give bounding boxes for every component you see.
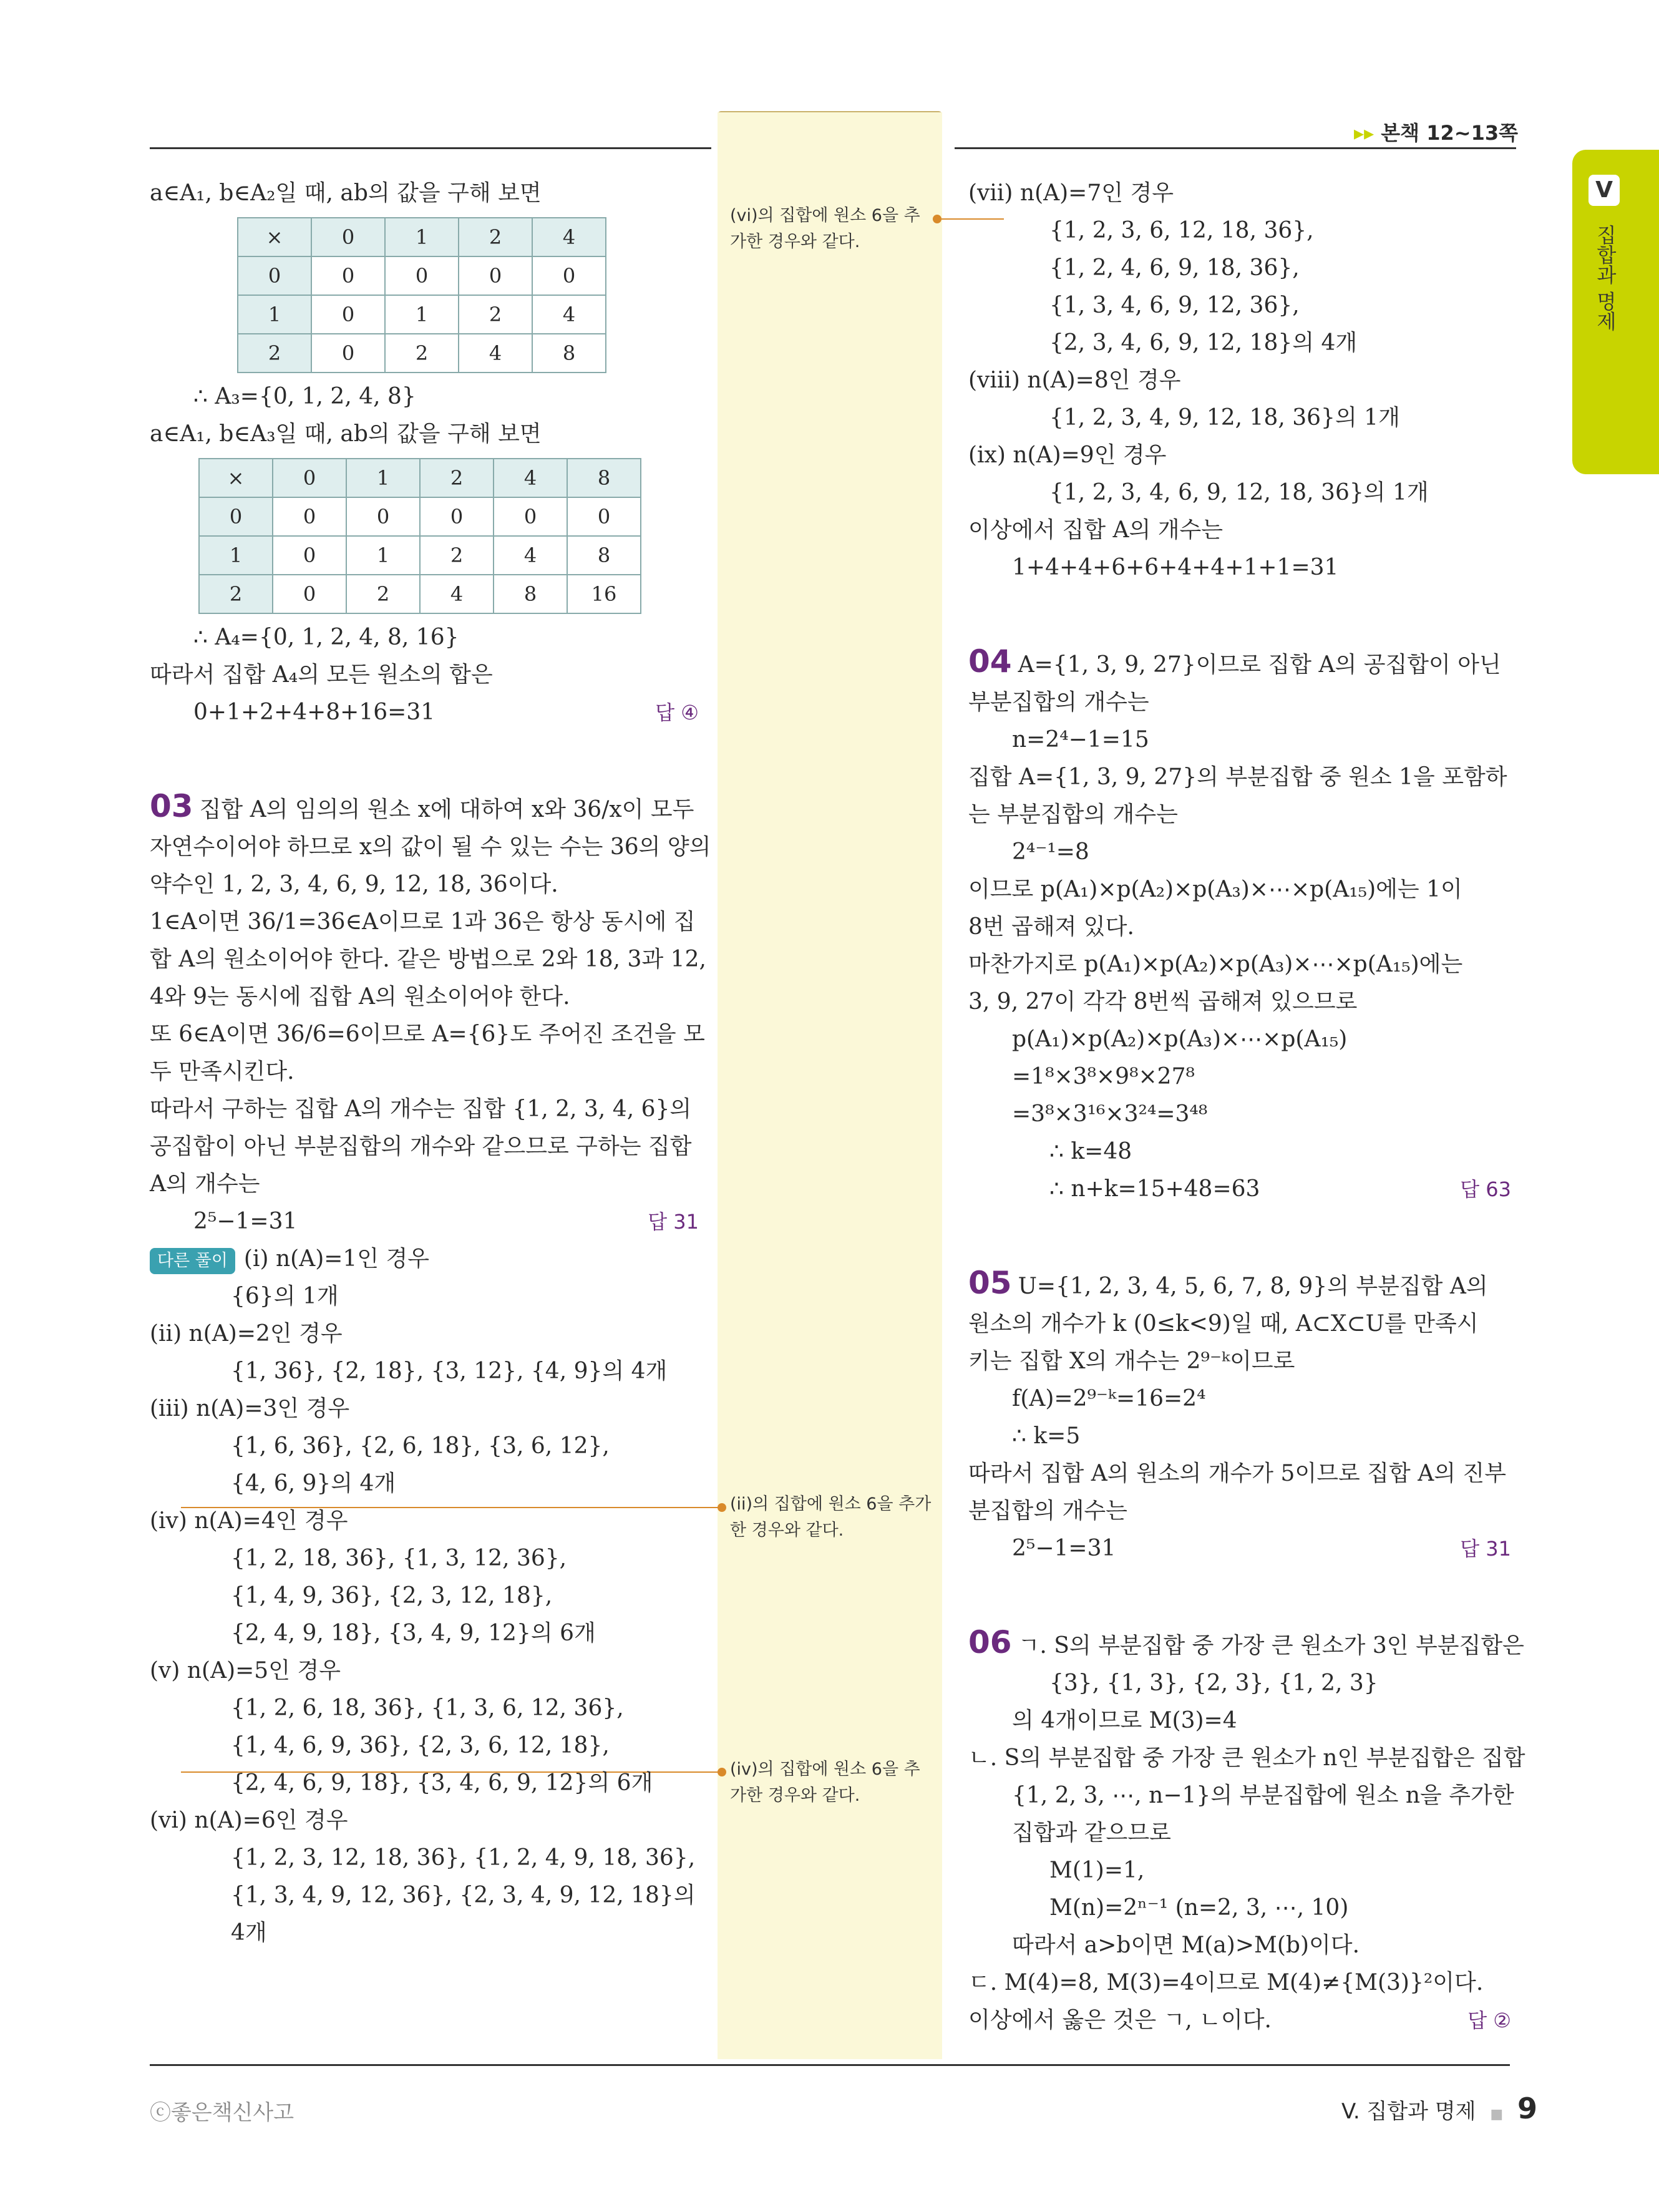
table-cell: 2 [199, 575, 273, 613]
text-line: (v) n(A)=5인 경우 [150, 1658, 341, 1683]
text-line: {1, 4, 9, 36}, {2, 3, 12, 18}, [231, 1583, 553, 1609]
text-line: {6}의 1개 [231, 1284, 339, 1309]
calc-line: 0+1+2+4+8+16=31 답 ④ [150, 694, 699, 731]
text-line: =3⁸×3¹⁶×3²⁴=3⁴⁸ [1012, 1101, 1208, 1127]
text-line: 집합과 같으므로 [1012, 1820, 1171, 1846]
left-column [150, 175, 711, 1952]
note-ii: (ii)의 집합에 원소 6을 추가한 경우와 같다. [730, 1494, 932, 1540]
table-cell: 0 [273, 575, 346, 613]
table-cell: 4 [532, 218, 606, 256]
text-line: {1, 2, 6, 18, 36}, {1, 3, 6, 12, 36}, [231, 1695, 624, 1721]
note-connector-dot [718, 1768, 726, 1776]
table-cell: 8 [532, 334, 606, 373]
text-line: 4개 [231, 1920, 267, 1946]
product-table-2 [198, 458, 641, 614]
text-line: M(1)=1, [1049, 1858, 1145, 1883]
text-line: 합 A의 원소이어야 한다. 같은 방법으로 2와 18, 3과 12, [150, 947, 706, 972]
table-cell: 4 [494, 459, 567, 497]
text-line: ∴ A₄={0, 1, 2, 4, 8, 16} [193, 625, 459, 650]
text-line: a∈A₁, b∈A₂일 때, ab의 값을 구해 보면 [150, 180, 542, 206]
text-line: A의 개수는 [150, 1171, 260, 1197]
publisher: ⓒ좋은책신사고 [150, 2100, 294, 2125]
square-bullet-icon: ■ [1490, 2107, 1504, 2122]
table-cell: 4 [532, 295, 606, 334]
table-cell: 1 [199, 536, 273, 575]
table-cell: 1 [346, 536, 420, 575]
text-line: ∴ A₃={0, 1, 2, 4, 8} [193, 384, 416, 409]
table-cell: 0 [311, 334, 385, 373]
table-cell: 0 [346, 497, 420, 536]
text-line: 자연수이어야 하므로 x의 값이 될 수 있는 수는 36의 양의 [150, 834, 711, 860]
text-line: 따라서 구하는 집합 A의 개수는 집합 {1, 2, 3, 4, 6}의 [150, 1096, 692, 1122]
text-line: 1+4+4+6+6+4+4+1+1=31 [1012, 555, 1339, 580]
text-line: 원소의 개수가 k (0≤k<9)일 때, A⊂X⊂U를 만족시 [968, 1311, 1479, 1337]
table-cell: 0 [385, 256, 459, 295]
problem-05-head: 05 U={1, 2, 3, 4, 5, 6, 7, 8, 9}의 부분집합 A의 [968, 1265, 1488, 1301]
table-cell: 0 [273, 536, 346, 575]
text-line: 8번 곱해져 있다. [968, 914, 1134, 940]
calc-line: 이상에서 옳은 것은 ㄱ, ㄴ이다. 답 ② [968, 2002, 1511, 2039]
answer-marker: 답 ④ [655, 701, 699, 724]
table-cell: 0 [238, 256, 311, 295]
text-line: a∈A₁, b∈A₃일 때, ab의 값을 구해 보면 [150, 421, 542, 447]
table-cell: 4 [420, 575, 494, 613]
text-line: 2⁴⁻¹=8 [1012, 839, 1089, 865]
text-line: {2, 4, 6, 9, 18}, {3, 4, 6, 9, 12}의 6개 [231, 1770, 653, 1796]
table-cell: 4 [494, 536, 567, 575]
text-line: 분집합의 개수는 [968, 1498, 1127, 1524]
note-connector-dot [718, 1503, 726, 1512]
table-row [199, 497, 641, 536]
table-cell: 0 [420, 497, 494, 536]
table-row [199, 536, 641, 575]
table-cell: 2 [420, 536, 494, 575]
table-cell: 1 [385, 295, 459, 334]
text-line: 따라서 집합 A₄의 모든 원소의 합은 [150, 662, 493, 688]
text-line: 두 만족시킨다. [150, 1059, 294, 1084]
problem-03-head: 03 집합 A의 임의의 원소 x에 대하여 x와 36/x이 모두 [150, 788, 694, 824]
chapter-side-tab [1572, 150, 1659, 474]
text-line: (vii) n(A)=7인 경우 [968, 180, 1174, 206]
text-line: 이상에서 집합 A의 개수는 [968, 517, 1224, 543]
text-line: {4, 6, 9}의 4개 [231, 1471, 396, 1496]
text-line: n=2⁴−1=15 [1012, 727, 1149, 753]
table-cell: 0 [494, 497, 567, 536]
note-vi: (vi)의 집합에 원소 6을 추가한 경우와 같다. [730, 206, 920, 251]
text-line: {1, 2, 3, 4, 9, 12, 18, 36}의 1개 [1049, 405, 1400, 431]
text-line: 부분집합의 개수는 [968, 689, 1149, 715]
table-cell: 2 [385, 334, 459, 373]
table-cell: 2 [459, 218, 532, 256]
problem-06-head: 06 ㄱ. S의 부분집합 중 가장 큰 원소가 3인 부분집합은 [968, 1624, 1524, 1660]
text-line: {1, 3, 4, 6, 9, 12, 36}, [1049, 293, 1300, 318]
table-cell: 16 [567, 575, 641, 613]
text-line: 공집합이 아닌 부분집합의 개수와 같으므로 구하는 집합 [150, 1134, 692, 1159]
table-cell: 8 [567, 536, 641, 575]
top-rule-left [150, 147, 711, 149]
table-row [199, 575, 641, 613]
right-column [968, 175, 1525, 2039]
text-line: {3}, {1, 3}, {2, 3}, {1, 2, 3} [1049, 1670, 1378, 1696]
table-row [238, 295, 606, 334]
text-line: ∴ k=48 [1049, 1139, 1132, 1164]
text-line: p(A₁)×p(A₂)×p(A₃)×⋯×p(A₁₅) [1012, 1026, 1348, 1052]
table-cell: 8 [494, 575, 567, 613]
text-line: =1⁸×3⁸×9⁸×27⁸ [1012, 1064, 1195, 1089]
chapter-roman: V [1588, 175, 1620, 206]
table-row [238, 256, 606, 295]
text-line: (ix) n(A)=9인 경우 [968, 442, 1167, 468]
table-cell: 1 [346, 459, 420, 497]
text-line: M(n)=2ⁿ⁻¹ (n=2, 3, ⋯, 10) [1049, 1895, 1349, 1921]
table-row [238, 334, 606, 373]
text-line: {2, 3, 4, 6, 9, 12, 18}의 4개 [1049, 330, 1358, 356]
page-number: 9 [1517, 2092, 1537, 2125]
table-cell: 1 [238, 295, 311, 334]
table-cell: 0 [311, 256, 385, 295]
chapter-title: 집합과 명제 [1593, 225, 1617, 331]
text-line: {1, 2, 4, 6, 9, 18, 36}, [1049, 255, 1300, 281]
text-line: 4와 9는 동시에 집합 A의 원소이어야 한다. [150, 984, 570, 1010]
text-line: 집합 A={1, 3, 9, 27}의 부분집합 중 원소 1을 포함하 [968, 764, 1507, 790]
text-line: ㄷ. M(4)=8, M(3)=4이므로 M(4)≠{M(3)}²이다. [968, 1970, 1484, 1995]
calc-line: 2⁵−1=31 답 31 [150, 1203, 699, 1240]
table-cell: 1 [385, 218, 459, 256]
table-cell: × [199, 459, 273, 497]
table-cell: 2 [238, 334, 311, 373]
text-line: 마찬가지로 p(A₁)×p(A₂)×p(A₃)×⋯×p(A₁₅)에는 [968, 952, 1463, 977]
table-cell: 4 [459, 334, 532, 373]
answer-marker: 답 31 [648, 1210, 699, 1234]
text-line: 이므로 p(A₁)×p(A₂)×p(A₃)×⋯×p(A₁₅)에는 1이 [968, 877, 1462, 902]
text-line: {1, 2, 3, ⋯, n−1}의 부분집합에 원소 n을 추가한 [1012, 1783, 1514, 1808]
text-line: (vi) n(A)=6인 경우 [150, 1808, 348, 1833]
table-cell: 8 [567, 459, 641, 497]
table-cell: 0 [273, 459, 346, 497]
table-cell: 0 [532, 256, 606, 295]
alt-solution-head: 다른 풀이 (i) n(A)=1인 경우 [150, 1240, 699, 1278]
text-line: (iii) n(A)=3인 경우 [150, 1396, 350, 1421]
text-line: 3, 9, 27이 각각 8번씩 곱해져 있으므로 [968, 989, 1358, 1015]
table-cell: × [238, 218, 311, 256]
footer-rule [150, 2064, 1510, 2066]
text-line: {1, 2, 3, 6, 12, 18, 36}, [1049, 218, 1314, 243]
text-line: {1, 6, 36}, {2, 6, 18}, {3, 6, 12}, [231, 1433, 610, 1459]
text-line: {1, 2, 3, 4, 6, 9, 12, 18, 36}의 1개 [1049, 480, 1429, 505]
text-line: 는 부분집합의 개수는 [968, 802, 1178, 827]
text-line: ㄴ. S의 부분집합 중 가장 큰 원소가 n인 부분집합은 집합 [968, 1745, 1525, 1771]
reference-page [1354, 117, 1518, 146]
text-line: 또 6∈A이면 36/6=6이므로 A={6}도 주어진 조건을 모 [150, 1021, 705, 1047]
text-line: f(A)=2⁹⁻ᵏ=16=2⁴ [1012, 1386, 1206, 1411]
table-cell: 0 [273, 497, 346, 536]
text-line: {1, 4, 6, 9, 36}, {2, 3, 6, 12, 18}, [231, 1733, 610, 1758]
text-line: 의 4개이므로 M(3)=4 [1012, 1708, 1237, 1733]
problem-number: 06 [968, 1624, 1012, 1660]
problem-04-head: 04 A={1, 3, 9, 27}이므로 집합 A의 공집합이 아닌 [968, 643, 1501, 680]
answer-marker: 답 63 [1460, 1177, 1511, 1201]
text-line: 키는 집합 X의 개수는 2⁹⁻ᵏ이므로 [968, 1348, 1295, 1374]
text-line: 따라서 집합 A의 원소의 개수가 5이므로 집합 A의 진부 [968, 1461, 1506, 1486]
note-connector-dot [933, 215, 941, 223]
text-line: 따라서 a>b이면 M(a)>M(b)이다. [1012, 1932, 1360, 1958]
text-line: ∴ k=5 [1012, 1423, 1081, 1449]
text-line: {1, 2, 3, 12, 18, 36}, {1, 2, 4, 9, 18, 36}, [231, 1845, 696, 1871]
table-cell: 2 [459, 295, 532, 334]
table-cell: 0 [199, 497, 273, 536]
note-iv: (iv)의 집합에 원소 6을 추가한 경우와 같다. [730, 1760, 920, 1805]
table-cell: 0 [459, 256, 532, 295]
problem-number: 04 [968, 643, 1012, 680]
footer-chapter-text: V. 집합과 명제 [1341, 2099, 1476, 2124]
top-rule-right [955, 147, 1516, 149]
alt-solution-badge: 다른 풀이 [150, 1248, 235, 1274]
reference-text: 본책 12~13쪽 [1381, 121, 1519, 145]
text-line: (iv) n(A)=4인 경우 [150, 1508, 348, 1534]
table-row [199, 459, 641, 497]
calc-line: ∴ n+k=15+48=63 답 63 [968, 1171, 1511, 1208]
problem-number: 05 [968, 1265, 1012, 1301]
text-line: {1, 2, 18, 36}, {1, 3, 12, 36}, [231, 1546, 567, 1571]
problem-number: 03 [150, 788, 193, 824]
table-cell: 2 [420, 459, 494, 497]
table-cell: 0 [311, 218, 385, 256]
calc-line: 2⁵−1=31 답 31 [968, 1530, 1511, 1567]
text-line: 1∈A이면 36/1=36∈A이므로 1과 36은 항상 동시에 집 [150, 909, 696, 935]
table-cell: 2 [346, 575, 420, 613]
text-line: (ii) n(A)=2인 경우 [150, 1321, 343, 1347]
footer-chapter [1341, 2092, 1537, 2125]
text-line: {1, 3, 4, 9, 12, 36}, {2, 3, 4, 9, 12, 18}의 [231, 1883, 696, 1908]
answer-marker: 답 ② [1467, 2009, 1511, 2032]
text-line: (viii) n(A)=8인 경우 [968, 368, 1181, 393]
table-cell: 0 [567, 497, 641, 536]
text-line: 약수인 1, 2, 3, 4, 6, 9, 12, 18, 36이다. [150, 872, 558, 897]
product-table-1 [237, 217, 606, 373]
text-line: {2, 4, 9, 18}, {3, 4, 9, 12}의 6개 [231, 1620, 596, 1646]
table-cell: 0 [311, 295, 385, 334]
text-line: {1, 36}, {2, 18}, {3, 12}, {4, 9}의 4개 [231, 1358, 668, 1384]
double-arrow-icon: ▸▸ [1354, 121, 1374, 145]
answer-marker: 답 31 [1460, 1537, 1511, 1561]
table-row [238, 218, 606, 256]
